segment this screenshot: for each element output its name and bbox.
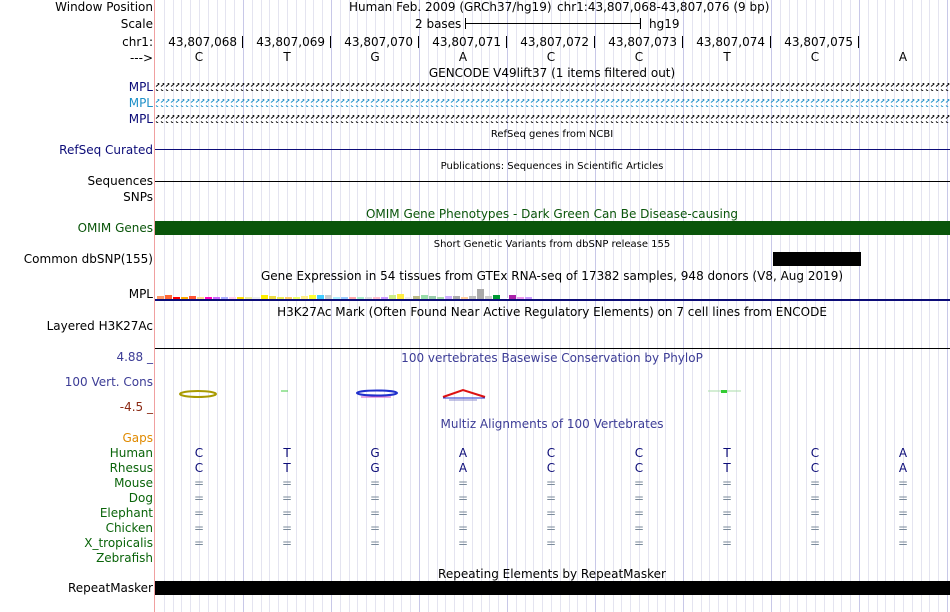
alignment-base: C — [634, 446, 644, 460]
coordinate-label: 43,807,071 — [432, 35, 501, 49]
gtex-gene-line — [155, 299, 950, 301]
alignment-match: = — [633, 491, 645, 505]
publications-line[interactable] — [155, 181, 950, 182]
alignment-match: = — [809, 506, 821, 520]
alignment-match: = — [721, 506, 733, 520]
phylop-logo-g — [357, 391, 397, 396]
coordinate-tick — [594, 36, 595, 48]
alignment-base: G — [370, 461, 380, 475]
alignment-match: = — [193, 536, 205, 550]
alignment-match: = — [193, 491, 205, 505]
alignment-match: = — [897, 536, 909, 550]
gencode-track-title: GENCODE V49lift37 (1 items filtered out) — [428, 66, 676, 80]
label-snps[interactable]: SNPs — [123, 190, 153, 204]
alignment-base: T — [723, 446, 731, 460]
alignment-match: = — [457, 506, 469, 520]
alignment-match: = — [897, 521, 909, 535]
alignment-match: = — [281, 476, 293, 490]
alignment-match: = — [545, 521, 557, 535]
alignment-match: = — [281, 521, 293, 535]
coordinate-tick — [858, 36, 859, 48]
coordinate-label: 43,807,074 — [696, 35, 765, 49]
label-species-zebrafish: Zebrafish — [96, 551, 153, 565]
reference-base: C — [546, 50, 556, 64]
alignment-match: = — [281, 491, 293, 505]
alignment-base: C — [546, 461, 556, 475]
gtex-track-title: Gene Expression in 54 tissues from GTEx RNA-seq of 17382 samples, 948 donors (V8, Aug 2019) — [260, 269, 844, 283]
coordinate-tick — [770, 36, 771, 48]
alignment-match: = — [809, 476, 821, 490]
alignment-base: T — [283, 446, 291, 460]
alignment-base: C — [194, 461, 204, 475]
reference-base: T — [283, 50, 291, 64]
repeatmasker-track-title: Repeating Elements by RepeatMasker — [438, 567, 666, 581]
label-cons-min: -4.5 _ — [119, 400, 153, 414]
alignment-match: = — [897, 476, 909, 490]
alignment-base: A — [898, 461, 908, 475]
label-scale: Scale — [120, 17, 153, 31]
coordinate-label: 43,807,070 — [344, 35, 413, 49]
label-100-vert-cons[interactable]: 100 Vert. Cons — [64, 375, 153, 389]
omim-track-title: OMIM Gene Phenotypes - Dark Green Can Be Disease-causing — [365, 207, 739, 221]
coordinate-label: 43,807,068 — [168, 35, 237, 49]
alignment-match: = — [721, 476, 733, 490]
scale-bar — [465, 23, 641, 24]
alignment-match: = — [897, 491, 909, 505]
alignment-match: = — [193, 506, 205, 520]
label-repeatmasker[interactable]: RepeatMasker — [67, 581, 153, 595]
label-species-dog: Dog — [128, 491, 153, 505]
label-window-position: Window Position — [55, 0, 153, 14]
alignment-match: = — [457, 536, 469, 550]
label-strand: ---> — [129, 51, 153, 65]
alignment-match: = — [633, 506, 645, 520]
alignment-base: T — [723, 461, 731, 475]
refseq-gene-line[interactable] — [155, 149, 950, 150]
alignment-match: = — [193, 521, 205, 535]
alignment-match: = — [721, 536, 733, 550]
alignment-match: = — [545, 491, 557, 505]
label-gtex-mpl[interactable]: MPL — [128, 287, 153, 301]
scale-bar-right-tick — [640, 18, 641, 29]
scale-db: hg19 — [649, 17, 680, 31]
label-species-chicken: Chicken — [105, 521, 153, 535]
coordinate-tick — [330, 36, 331, 48]
reference-base: C — [810, 50, 820, 64]
reference-base: A — [898, 50, 908, 64]
alignment-match: = — [897, 506, 909, 520]
label-gencode-mpl-1[interactable]: MPL — [128, 80, 153, 94]
alignment-match: = — [721, 521, 733, 535]
reference-base: T — [723, 50, 731, 64]
phylop-logos[interactable] — [155, 384, 950, 404]
label-gencode-mpl-2[interactable]: MPL — [128, 96, 153, 110]
alignment-match: = — [281, 506, 293, 520]
refseq-track-title: RefSeq genes from NCBI — [490, 129, 614, 140]
gencode-transcript-1 — [155, 83, 950, 91]
alignment-match: = — [369, 521, 381, 535]
assembly-title: Human Feb. 2009 (GRCh37/hg19) — [349, 0, 552, 14]
coordinate-label: 43,807,069 — [256, 35, 325, 49]
coordinate-tick — [418, 36, 419, 48]
multiz-track-title: Multiz Alignments of 100 Vertebrates — [440, 417, 664, 431]
label-species-elephant: Elephant — [99, 506, 153, 520]
coordinate-tick — [682, 36, 683, 48]
alignment-match: = — [193, 476, 205, 490]
alignment-base: A — [898, 446, 908, 460]
coordinate-label: 43,807,075 — [784, 35, 853, 49]
dbsnp-variant[interactable] — [773, 252, 861, 266]
coordinate-tick — [506, 36, 507, 48]
alignment-match: = — [545, 506, 557, 520]
alignment-base: C — [546, 446, 556, 460]
alignment-match: = — [633, 476, 645, 490]
label-species-rhesus: Rhesus — [109, 461, 153, 475]
alignment-match: = — [369, 536, 381, 550]
alignment-base: C — [810, 461, 820, 475]
alignment-match: = — [369, 491, 381, 505]
alignment-match: = — [809, 491, 821, 505]
alignment-match: = — [369, 506, 381, 520]
publications-track-title: Publications: Sequences in Scientific Articles — [440, 161, 664, 172]
alignment-match: = — [369, 476, 381, 490]
label-cons-max: 4.88 _ — [116, 350, 153, 364]
coordinate-label: 43,807,072 — [520, 35, 589, 49]
alignment-base: C — [194, 446, 204, 460]
alignment-match: = — [457, 521, 469, 535]
alignment-base: C — [634, 461, 644, 475]
label-common-dbsnp[interactable]: Common dbSNP(155) — [23, 252, 153, 266]
omim-gene-bar[interactable] — [155, 221, 950, 235]
alignment-base: A — [458, 446, 468, 460]
phylop-logo-c — [180, 391, 216, 397]
gencode-transcript-3 — [155, 115, 950, 123]
repeatmasker-element[interactable] — [155, 581, 950, 595]
alignment-base: C — [810, 446, 820, 460]
reference-base: G — [370, 50, 380, 64]
phylop-logo-t3 — [721, 390, 727, 393]
h3k27ac-baseline — [155, 348, 950, 349]
label-chromosome: chr1: — [122, 35, 153, 49]
alignment-match: = — [457, 491, 469, 505]
gencode-transcript-2 — [155, 99, 950, 107]
genome-browser-track-image[interactable] — [155, 0, 950, 612]
label-species-mouse: Mouse — [114, 476, 153, 490]
reference-base: A — [458, 50, 468, 64]
alignment-base: G — [370, 446, 380, 460]
alignment-match: = — [545, 476, 557, 490]
scale-text: 2 bases — [415, 17, 462, 31]
dbsnp-track-title: Short Genetic Variants from dbSNP release 155 — [433, 239, 671, 250]
label-layered-h3k27ac[interactable]: Layered H3K27Ac — [46, 319, 153, 333]
coordinate-tick — [242, 36, 243, 48]
label-species-xtropicalis: X_tropicalis — [84, 536, 153, 550]
alignment-match: = — [633, 521, 645, 535]
alignment-base: A — [458, 461, 468, 475]
alignment-match: = — [545, 536, 557, 550]
h3k27ac-track-title: H3K27Ac Mark (Often Found Near Active Regulatory Elements) on 7 cell lines from ENCODE — [277, 305, 827, 319]
label-species-human: Human — [109, 446, 153, 460]
alignment-match: = — [721, 491, 733, 505]
gencode-transcripts[interactable] — [155, 80, 950, 126]
gtex-tissue-bar[interactable] — [477, 289, 484, 299]
label-refseq-curated[interactable]: RefSeq Curated — [59, 143, 153, 157]
reference-base: C — [634, 50, 644, 64]
reference-base: C — [194, 50, 204, 64]
coordinate-label: 43,807,073 — [608, 35, 677, 49]
phylop-track-title: 100 vertebrates Basewise Conservation by PhyloP — [401, 351, 703, 365]
label-gencode-mpl-3[interactable]: MPL — [128, 112, 153, 126]
alignment-match: = — [281, 536, 293, 550]
alignment-match: = — [809, 536, 821, 550]
alignment-base: T — [283, 461, 291, 475]
label-gaps: Gaps — [122, 431, 153, 445]
alignment-match: = — [809, 521, 821, 535]
phylop-logo-a — [443, 390, 485, 397]
label-sequences[interactable]: Sequences — [87, 174, 153, 188]
alignment-match: = — [457, 476, 469, 490]
label-omim-genes[interactable]: OMIM Genes — [77, 221, 153, 235]
window-position-text: chr1:43,807,068-43,807,076 (9 bp) — [557, 0, 770, 14]
alignment-match: = — [633, 536, 645, 550]
